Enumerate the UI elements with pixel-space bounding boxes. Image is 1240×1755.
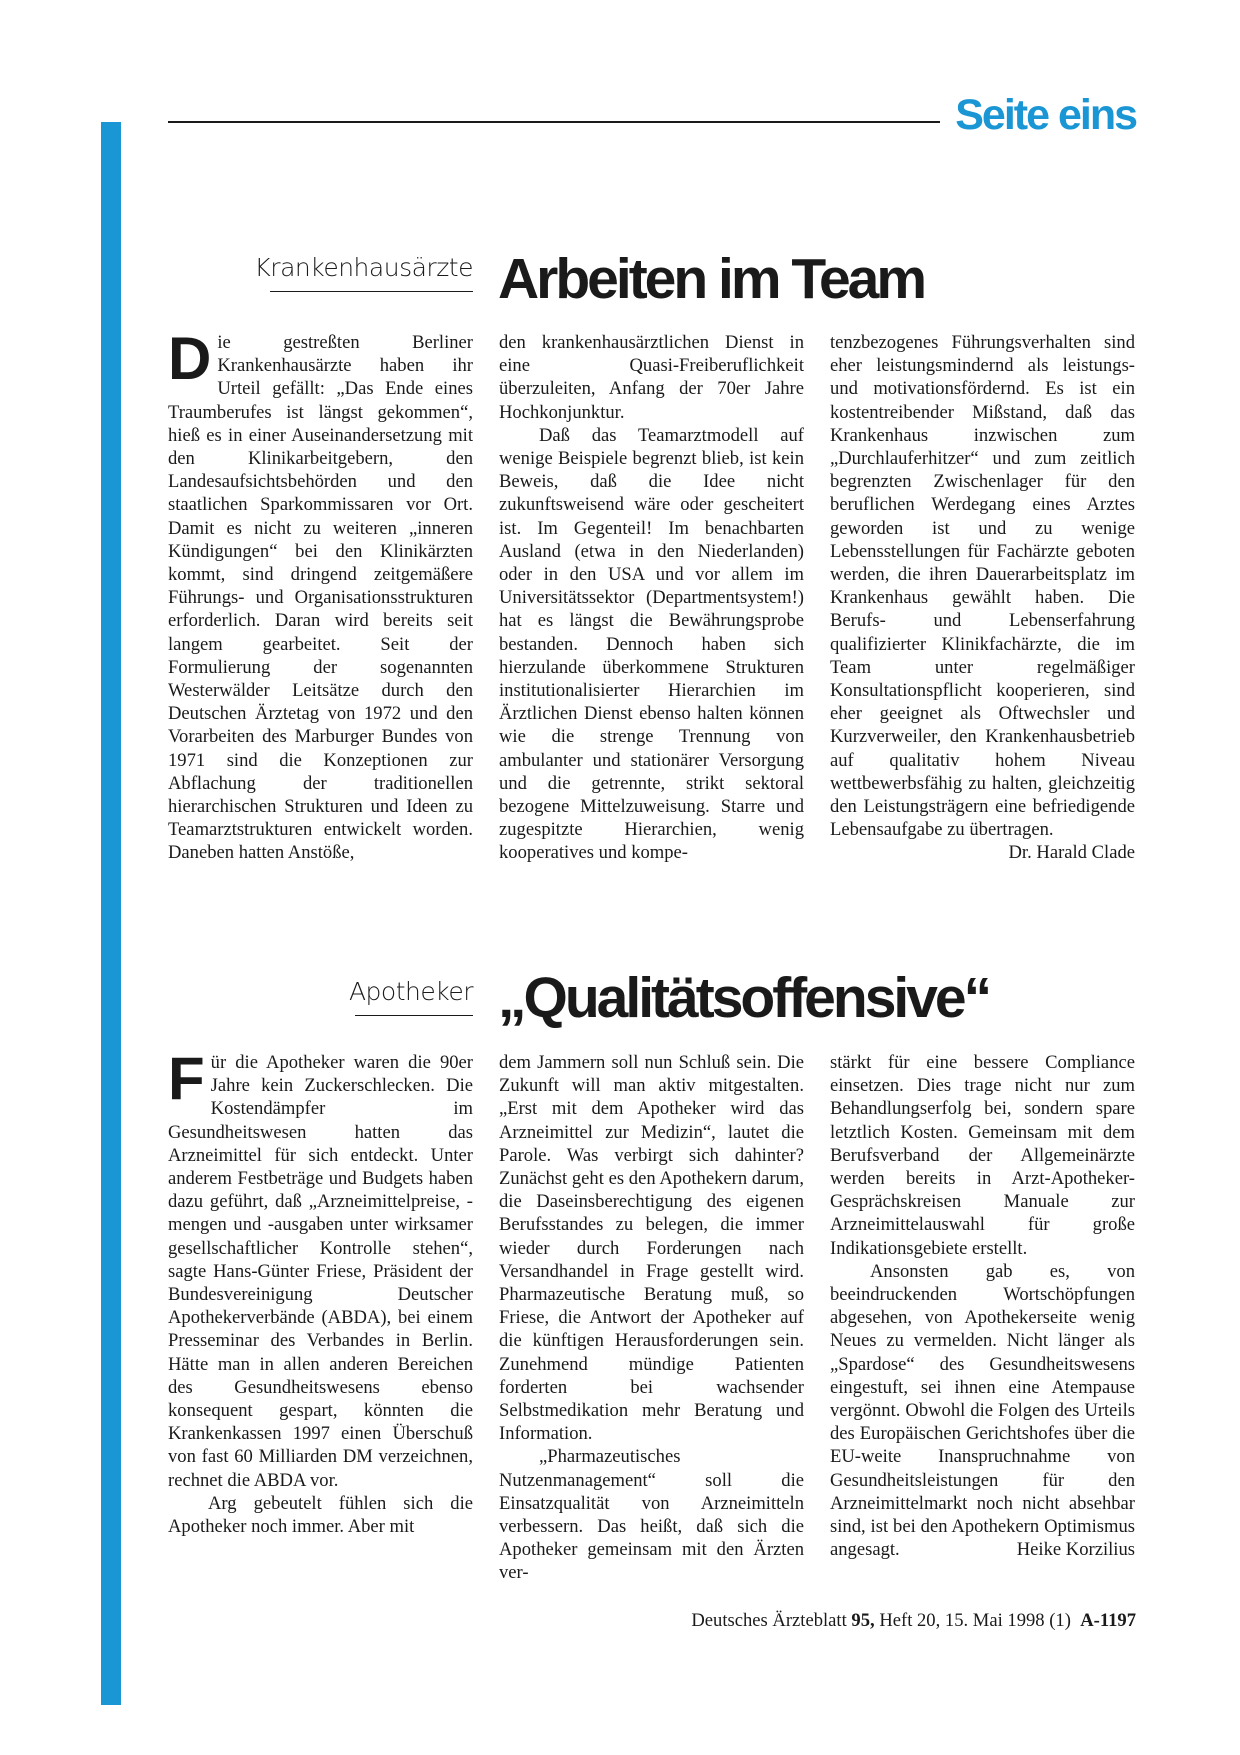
- paragraph: dem Jammern soll nun Schluß sein. Die Zukunft will man aktiv mitgestalten. „Erst mit dem Apotheker wird das Arzneimittel zur Medizin“, lautet die Parole. Was verbirgt sich dahinter? Zunächst geht es den Apothekern darum, die Daseinsberechtigung des eigenen Berufsstandes zu belegen, die immer wieder durch Forderungen nach Versandhandel in Frage gestellt wird. Pharmazeutische Beratung muß, so Friese, die Antwort der Apotheker auf die künftigen Herausforderungen sein. Zunehmend mündige Patienten forderten bei wachsender Selbstmedikation mehr Beratung und Information.: [499, 1052, 804, 1445]
- journal-name: Deutsches Ärzteblatt: [691, 1610, 847, 1631]
- author-name: Heike Korzilius: [1016, 1539, 1135, 1561]
- article-1-kicker: Krankenhausärzte: [254, 253, 473, 282]
- page-footer: [691, 1610, 1136, 1632]
- header-rule: [168, 121, 940, 123]
- article-1-kicker-rule: [270, 291, 473, 292]
- issue-info: Heft 20, 15. Mai 1998 (1): [879, 1610, 1071, 1631]
- paragraph: tenzbezogenes Führungsverhalten sind eher leistungsmindernd als leistungs- und motivationsfördernd. Es ist ein kostentreibender Mißstand, daß das Krankenhaus inzwischen zum „Durchlauferhitzer“ und zum zeitlich begrenzten Zwischenlager für den beruflichen Werdegang eines Arztes geworden ist und zu wenige Lebensstellungen für Fachärzte geboten werden, die ihren Dauerarbeitsplatz im Krankenhaus gewählt haben. Die Berufs- und Lebenserfahrung qualifizierter Klinikfachärzte, die im Team unter regelmäßiger Konsultationspflicht kooperieren, sind eher geeignet als Oftwechsler und Kurzverweiler, den Krankenhausbetrieb auf qualitativ hohem Niveau wettbewerbsfähig zu halten, gleichzeitig den Leistungsträgern eine befriedigende Lebensaufgabe zu übertragen.: [830, 332, 1135, 841]
- author-name: Dr. Harald Clade: [1008, 842, 1135, 864]
- paragraph: ie gestreßten Berliner Krankenhausärzte haben ihr Urteil gefällt: „Das Ende eines Traumberufes ist längst gekommen“, hieß es in einer Auseinandersetzung mit den Klinikarbeitgebern, den Landesaufsichtsbehörden und den staatlichen Sparkommissaren vor Ort. Damit es nicht zu weiteren „inneren Kündigungen“ bei den Klinikärzten kommt, sind dringend zeitgemäßere Führungs- und Organisationsstrukturen erforderlich. Daran wird bereits seit langem gearbeitet. Seit der Formulierung der sogenannten Westerwälder Leitsätze durch den Deutschen Ärztetag von 1972 und den Vorarbeiten des Marburger Bundes von 1971 sind die Konzeptionen zur Abflachung der traditionellen hierarchischen Strukturen und Ideen zu Teamarztstrukturen entwickelt worden. Daneben hatten Anstöße,: [168, 332, 473, 864]
- page-number: A-1197: [1080, 1610, 1136, 1631]
- paragraph: den krankenhausärztlichen Dienst in eine Quasi-Freiberuflichkeit überzuleiten, Anfang der 70er Jahre Hochkonjunktur.: [499, 332, 804, 423]
- article-1-column-2: [499, 331, 804, 865]
- paragraph: Daß das Teamarztmodell auf wenige Beispiele begrenzt blieb, ist kein Beweis, daß die Idee nicht zukunftsweisend wäre oder gescheitert ist. Im Gegenteil! Im benachbarten Ausland (etwa in den Niederlanden) oder in den USA und vor allem im Universitätssektor (Departmentsystem!) hat es längst die Bewährungsprobe bestanden. Dennoch haben sich hierzulande überkommene Strukturen institutionalisierter Hierarchien im Ärztlichen Dienst ebenso halten können wie die strenge Trennung von ambulanter und stationärer Versorgung und die getrennte, strikt sektoral bezogene Mittelzuweisung. Starre und zugespitzte Hierarchien, wenig kooperatives und kompe-: [499, 424, 804, 864]
- paragraph: Ansonsten gab es, von beeindruckenden Wortschöpfungen abgesehen, von Apothekerseite wenig Neues zu vermelden. Nicht länger als „Spardose“ des Gesundheitswesens eingestuft, sei ihnen eine Atempause vergönnt. Obwohl die Folgen des Urteils des Europäischen Gerichtshofes über die EU-weite Inanspruchnahme von Gesundheitsleistungen für den Arzneimittelmarkt noch nicht absehbar sind, ist bei den Apothekern Optimismus angesagt.: [830, 1260, 1135, 1561]
- article-2-headline: „Qualitätsoffensive“: [498, 966, 990, 1030]
- paragraph: „Pharmazeutisches Nutzenmanagement“ soll die Einsatzqualität von Arzneimitteln verbessern. Das heißt, daß sich die Apotheker gemeinsam mit den Ärzten ver-: [499, 1446, 804, 1584]
- dropcap: D: [168, 325, 212, 392]
- dropcap: F: [168, 1045, 205, 1112]
- article-2-column-2: [499, 1051, 804, 1585]
- section-title: Seite eins: [955, 91, 1136, 139]
- paragraph: stärkt für eine bessere Compliance einsetzen. Dies trage nicht nur zum Behandlungserfolg bei, sondern spare letztlich Kosten. Gemeinsam mit dem Berufsverband der Allgemeinärzte werden bereits in Arzt-Apotheker-Gesprächskreisen Manuale zur Arzneimittelauswahl für große Indikationsgebiete erstellt.: [830, 1052, 1135, 1259]
- article-2-kicker: Apotheker: [348, 977, 473, 1006]
- article-2-column-3: [830, 1051, 1135, 1561]
- paragraph: ür die Apotheker waren die 90er Jahre kein Zuckerschlecken. Die Kostendämpfer im Gesundheitswesen hatten das Arzneimittel für sich entdeckt. Unter anderem Festbeträge und Budgets haben dazu geführt, daß „Arzneimittelpreise, -mengen und -ausgaben unter wirksamer gesellschaftlicher Kontrolle stehen“, sagte Hans-Günter Friese, Präsident der Bundesvereinigung Deutscher Apothekerverbände (ABDA), bei einem Presseminar des Verbandes in Berlin. Hätte man in allen anderen Bereichen des Gesundheitswesens ebenso konsequent gespart, könnten die Krankenkassen 1997 einen Überschuß von fast 60 Milliarden DM verzeichnen, rechnet die ABDA vor.: [168, 1052, 473, 1491]
- paragraph: Arg gebeutelt fühlen sich die Apotheker noch immer. Aber mit: [168, 1492, 473, 1538]
- article-2-kicker-rule: [355, 1015, 473, 1016]
- article-1-headline: Arbeiten im Team: [498, 247, 925, 311]
- article-1-column-1: [168, 325, 473, 865]
- article-2-column-1: [168, 1045, 473, 1538]
- accent-side-bar: [101, 122, 121, 1705]
- volume-number: 95,: [851, 1610, 875, 1631]
- article-1-column-3: [830, 331, 1135, 865]
